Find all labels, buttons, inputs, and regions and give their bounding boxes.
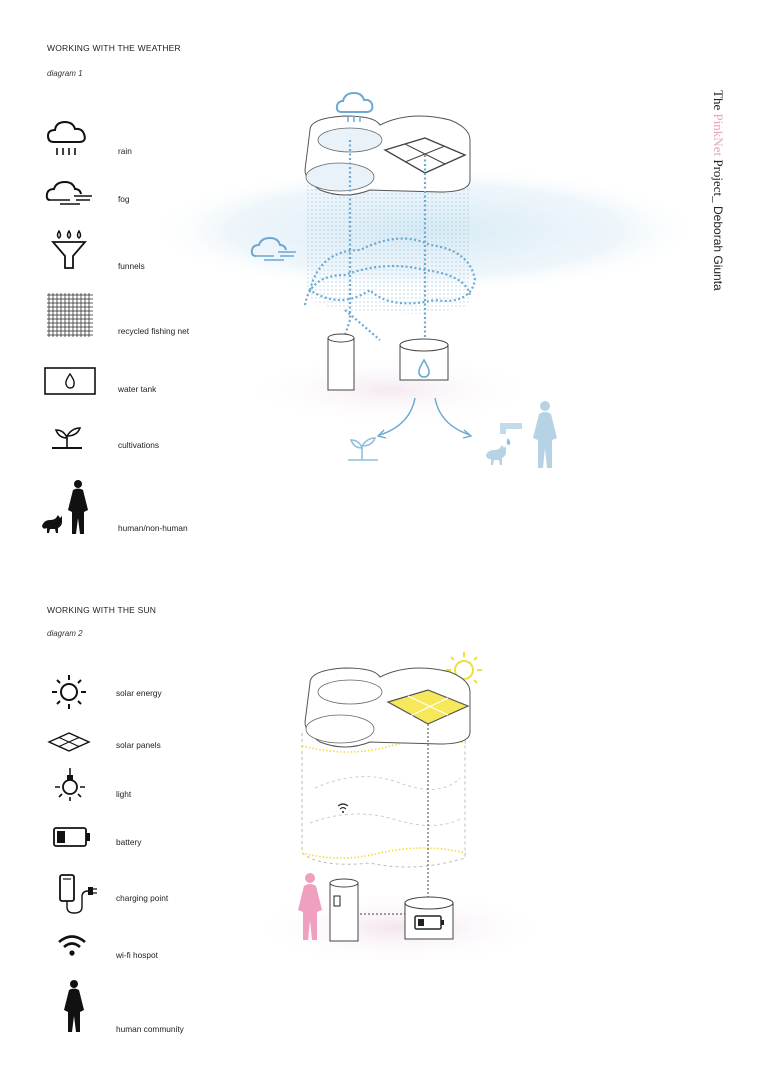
section-weather-title: WORKING WITH THE WEATHER (47, 43, 181, 53)
cultivation-sprout-icon (50, 424, 84, 452)
funnel-icon (51, 228, 87, 272)
legend-label-battery: battery (116, 837, 142, 847)
legend-label-wifi-hotspot: wi-fi hospot (116, 950, 158, 960)
fog-icon (46, 180, 96, 206)
section-sun-subtitle: diagram 2 (47, 629, 83, 638)
legend-label-rain: rain (118, 146, 132, 156)
fishing-net-icon (47, 293, 93, 337)
legend-label-human-community: human community (116, 1024, 184, 1034)
sun-icon (50, 673, 88, 711)
light-bulb-icon (53, 768, 87, 802)
legend-label-recycled-fishing-net: recycled fishing net (118, 326, 190, 336)
weather-diagram (170, 80, 730, 480)
legend-label-solar-energy: solar energy (116, 688, 162, 698)
human-icon (60, 978, 88, 1034)
title-pinknet: PinkNet (711, 113, 726, 157)
wifi-icon (57, 933, 87, 957)
legend-label-solar-panels: solar panels (116, 740, 161, 750)
pink-haze (240, 355, 540, 425)
water-tank-icon (44, 367, 96, 395)
pink-haze-2 (245, 890, 555, 966)
title-the: The (711, 90, 726, 111)
title-project: Project_ (711, 156, 726, 203)
section-sun-title: WORKING WITH THE SUN (47, 605, 157, 615)
title-author: Deborah Giunta (711, 202, 725, 291)
solar-panel-icon (47, 731, 91, 753)
legend-label-funnels: funnels (118, 261, 145, 271)
charging-point-icon (58, 873, 98, 915)
legend-label-fog: fog (118, 194, 130, 204)
legend-label-water-tank: water tank (118, 384, 157, 394)
human-and-cat-icon (40, 478, 100, 538)
legend-label-light: light (116, 789, 132, 799)
sun-diagram (240, 648, 570, 968)
legend-label-human-non-human: human/non-human (118, 523, 188, 533)
legend-label-charging-point: charging point (116, 893, 169, 903)
project-title-vertical (710, 90, 726, 291)
section-weather-subtitle: diagram 1 (47, 69, 83, 78)
battery-icon (53, 827, 91, 847)
rain-cloud-icon (46, 118, 90, 158)
legend-label-cultivations: cultivations (118, 440, 160, 450)
